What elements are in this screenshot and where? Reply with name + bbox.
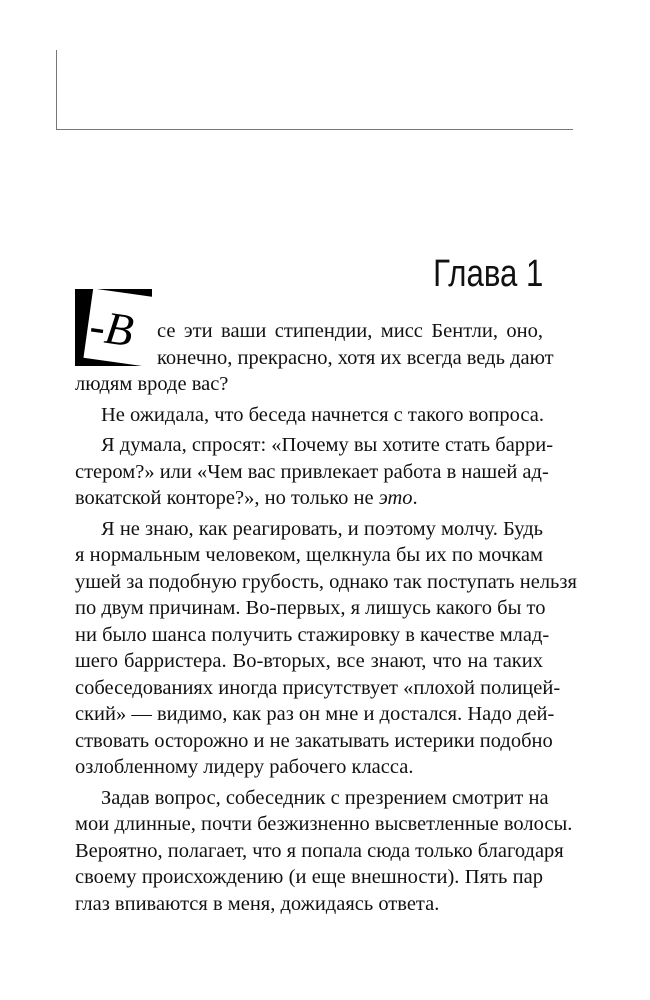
text-line: Я думала, спросят: «Почему вы хотите стать барри- [101,434,554,456]
text-line: ский» — видимо, как раз он мне и достался. Надо дей- [75,703,555,725]
emphasis: это [378,487,413,509]
text-line: Не ожидала, что беседа начнется с такого вопроса. [101,403,544,426]
text-line: стером?» или «Чем вас привлекает работа в нашей ад- [75,460,549,483]
text-line: шего барристера. Во-вторых, все знают, что на таких [75,650,543,672]
text-line: ствовать осторожно и не закатывать истерики подобно [75,729,553,752]
text-fragment: вокатской конторе?», но только не [75,487,379,509]
text-line: собеседованиях иногда присутствует «плохой полицей- [75,676,561,699]
text-line: мои длинные, почти безжизненно высветленные волосы. [75,813,573,835]
text-line: Я не знаю, как реагировать, и поэтому молчу. Будь [101,517,543,540]
text-fragment: . [412,487,418,509]
text-line: глаз впиваются в меня, дожидаясь ответа. [75,892,440,915]
crop-mark-horizontal [56,129,573,130]
paragraph-1 [75,318,554,398]
text-line: ни было шанса получить стажировку в качестве млад- [75,623,550,646]
paragraph-2 [75,402,543,429]
text-line: се эти ваши стипендии, мисс Бентли, оно, [157,320,543,342]
chapter-title: Глава 1 [432,253,543,295]
dropcap-letter: -В [86,299,137,357]
text-line: я нормальным человеком, щелкнула бы их по мочкам [75,544,543,566]
paragraph-5 [75,785,573,918]
text-line [75,485,543,512]
body-text [75,318,577,921]
text-line: по двум причинам. Во-первых, я лишусь какого бы то [75,597,546,619]
paragraph-3 [75,432,554,512]
text-line: Задав вопрос, собеседник с презрением смотрит на [101,786,549,809]
text-line: Вероятно, полагает, что я попала сюда только благодаря [75,839,564,862]
text-line: озлобленному лидеру рабочего класса. [75,756,414,778]
text-line: своему происхождению (и еще внешности). Пять пар [75,866,543,888]
text-line: конечно, прекрасно, хотя их всегда ведь дают [157,346,554,369]
crop-mark-vertical [56,50,57,130]
text-line: ушей за подобную грубость, однако так поступать нельзя [75,570,577,593]
paragraph-4 [75,516,577,781]
text-line: людям вроде вас? [75,373,229,395]
